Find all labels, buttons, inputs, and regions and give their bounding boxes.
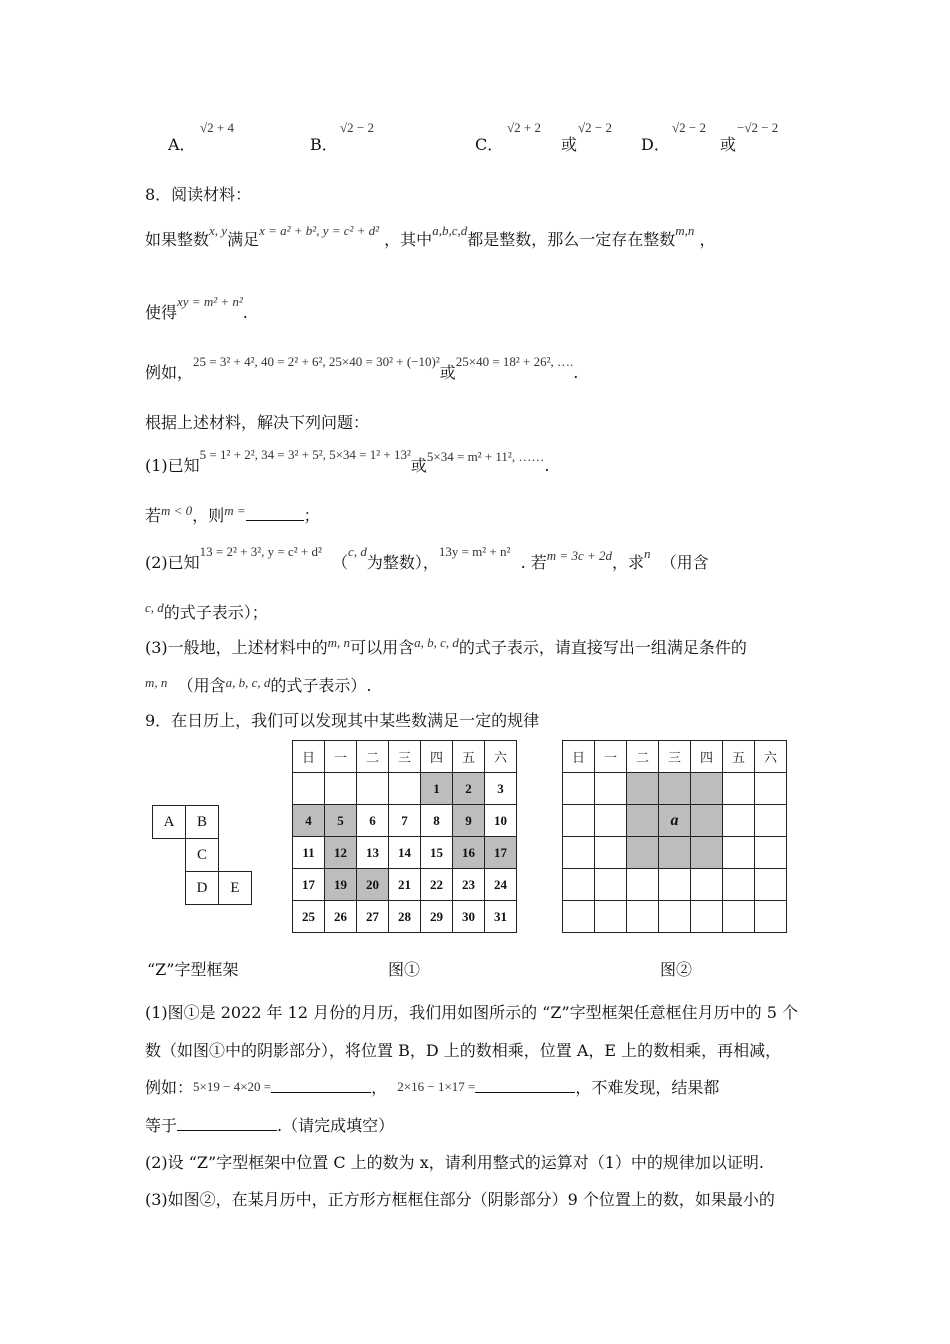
q9-part1-line1: (1)图①是 2022 年 12 月份的月历，我们用如图所示的 “Z”字型框架任意框住月历中的 5 个 [145,1003,799,1022]
option-d-label: D． [641,135,670,154]
day-cell: 19 [325,869,357,901]
weekday: 日 [293,741,325,773]
option-c-expr1: √2 + 2 [507,120,541,135]
weekday: 三 [659,741,691,773]
q8-part3-b: $^{m, n}$ （用含$^{a, b, c, d}$的式子表示）. [145,675,372,695]
day-cell: 3 [485,773,517,805]
day-cell: 10 [485,805,517,837]
day-cell: 16 [453,837,485,869]
q9-part2: (2)设 “Z”字型框架中位置 C 上的数为 x，请利用整式的运算对（1）中的规律加以证明. [145,1153,765,1172]
weekday: 二 [357,741,389,773]
option-d-expr2: −√2 − 2 [737,120,779,135]
calendar-fig1 [292,740,517,933]
day-cell: 14 [389,837,421,869]
q8-part3: (3)一般地，上述材料中的$^{m, n}$可以用含$^{a, b, c, d}$的式子表示，请直接写出一组满足条件的 [145,635,747,657]
q8-part1-b: 若$^{m < 0}$，则$^{m =}$ ； [145,503,320,525]
q8-part2-b: $^{c, d}$的式子表示）； [145,600,268,622]
option-d-expr1: √2 − 2 [672,120,706,135]
day-cell: 30 [453,901,485,933]
weekday: 二 [627,741,659,773]
option-b-expr: √2 − 2 [340,120,374,135]
z-box-d: D [185,871,219,905]
answer-blank [475,1092,575,1093]
option-d-or: 或 [720,135,737,154]
weekday: 一 [595,741,627,773]
z-box-e: E [218,871,252,905]
option-c-label: C． [475,135,504,154]
day-cell [325,773,357,805]
day-cell: 17 [293,869,325,901]
center-cell-a: a [659,805,691,837]
day-cell [389,773,421,805]
day-cell [357,773,389,805]
day-cell: 25 [293,901,325,933]
calendar-fig2 [562,740,787,933]
q9-part1-line2: 数（如图①中的阴影部分），将位置 B，D 上的数相乘，位置 A，E 上的数相乘，再相减， [145,1041,782,1060]
z-box-a: A [152,805,186,839]
day-cell: 12 [325,837,357,869]
q9-title: 9．在日历上，我们可以发现其中某些数满足一定的规律 [145,711,540,730]
weekday: 六 [485,741,517,773]
option-b-label: B． [310,135,338,154]
day-cell: 11 [293,837,325,869]
day-cell: 23 [453,869,485,901]
q8-line1: 如果整数$^{x, y}$满足$^{x = a^2 + b^2, y = c^2 + d^2}$ ，其中$^{a,b,c,d}$都是整数，那么一定存在整数$^{m,n}$ ， [145,223,716,249]
z-box-c: C [185,838,219,872]
day-cell: 8 [421,805,453,837]
option-c-or: 或 [561,135,578,154]
day-cell: 9 [453,805,485,837]
answer-blank [271,1092,371,1093]
q8-title: 8．阅读材料： [145,185,252,204]
day-cell: 2 [453,773,485,805]
q8-part2: (2)已知$^{13 = 2^2 + 3^2, y = c^2 + d^2}$ （$^{c, d}$为整数），$^{13y = m^2 + n^2}$ . 若$^{m = 3c + 2d}$，求$^n$ （用含 [145,544,709,572]
day-cell: 1 [421,773,453,805]
day-cell: 13 [357,837,389,869]
q8-line2: 使得$^{xy = m^2 + n^2}$. [145,294,248,322]
day-cell: 20 [357,869,389,901]
day-cell: 4 [293,805,325,837]
q8-part1: (1)已知$^{5 = 1^2 + 2^2, 34 = 3^2 + 5^2, 5\times 34 = 1^2 + 13^2}$或$^{5\times 34 = m^2 + 11^2, \dots\dots}$. [145,447,550,475]
day-cell: 22 [421,869,453,901]
day-cell: 26 [325,901,357,933]
fig1-caption: 图① [388,960,421,979]
weekday: 一 [325,741,357,773]
answer-blank [177,1130,277,1131]
z-box-b: B [185,805,219,839]
weekday: 五 [453,741,485,773]
day-cell: 27 [357,901,389,933]
day-cell: 6 [357,805,389,837]
weekday: 五 [723,741,755,773]
day-cell: 7 [389,805,421,837]
day-cell: 21 [389,869,421,901]
fig2-caption: 图② [660,960,693,979]
weekday: 四 [421,741,453,773]
q8-line4: 根据上述材料，解决下列问题： [145,413,370,432]
weekday: 日 [563,741,595,773]
day-cell: 29 [421,901,453,933]
q8-line3: 例如，$^{25 = 3^2 + 4^2, 40 = 2^2 + 6^2, 25\times 40 = 30^2 + (-10)^2}$或$^{25\times 40 = 18^2 + 26^2, \dots.}$. [145,354,579,382]
q9-part1-line4: 等于 .（请完成填空） [145,1116,395,1135]
day-cell: 24 [485,869,517,901]
z-caption: “Z”字型框架 [147,960,239,979]
day-cell: 17 [485,837,517,869]
day-cell: 31 [485,901,517,933]
option-a [168,132,196,155]
option-a-label: A． [168,135,196,154]
day-cell: 28 [389,901,421,933]
day-cell: 5 [325,805,357,837]
option-c-expr2: √2 − 2 [578,120,612,135]
q9-part1-line3: 例如：5×19 − 4×20 = ， 2×16 − 1×17 = ，不难发现，结果都 [145,1078,720,1097]
weekday: 三 [389,741,421,773]
day-cell: 15 [421,837,453,869]
answer-blank [246,520,304,521]
option-a-expr: √2 + 4 [200,120,234,135]
day-cell [293,773,325,805]
weekday: 六 [755,741,787,773]
weekday: 四 [691,741,723,773]
q9-part3: (3)如图②，在某月历中，正方形方框框住部分（阴影部分）9 个位置上的数，如果最小的 [145,1190,775,1209]
